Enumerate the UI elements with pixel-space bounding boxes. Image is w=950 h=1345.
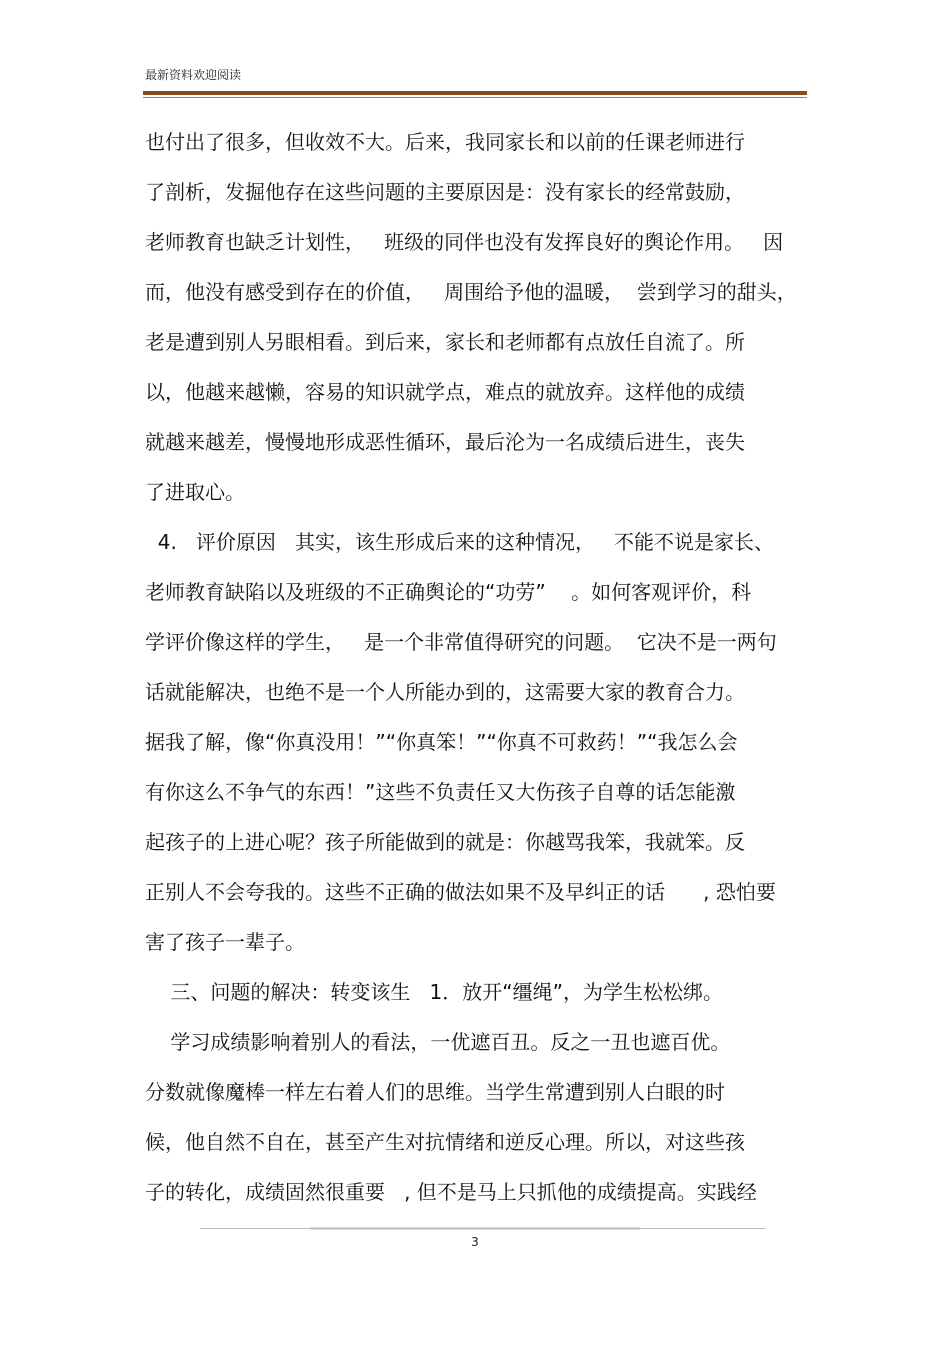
- page-header: 最新资料欢迎阅读: [145, 68, 242, 82]
- body-line: 候，他自然不自在，甚至产生对抗情绪和逆反心理。所以，对这些孩: [145, 1130, 745, 1154]
- header-rule-thin: [143, 97, 807, 98]
- body-line: 三、问题的解决：转变该生 1．放开“缰绳”，为学生松松绑。: [145, 980, 723, 1004]
- body-line: 学习成绩影响着别人的看法，一优遮百丑。反之一丑也遮百优。: [145, 1030, 731, 1054]
- body-line: 也付出了很多，但收效不大。后来，我同家长和以前的任课老师进行: [145, 130, 745, 154]
- body-line: 子的转化，成绩固然很重要 , 但不是马上只抓他的成绩提高。实践经: [145, 1180, 757, 1204]
- page-number: 3: [471, 1235, 479, 1249]
- body-line: 老师教育缺陷以及班级的不正确舆论的“功劳” 。如何客观评价，科: [145, 580, 752, 604]
- body-line: 老是遭到别人另眼相看。到后来，家长和老师都有点放任自流了。所: [145, 330, 745, 354]
- body-line: 起孩子的上进心呢？孩子所能做到的就是：你越骂我笨，我就笨。反: [145, 830, 745, 854]
- body-line: 有你这么不争气的东西！”这些不负责任又大伤孩子自尊的话怎能激: [145, 780, 736, 804]
- body-line: 而，他没有感受到存在的价值， 周围给予他的温暖， 尝到学习的甜头，: [145, 280, 797, 304]
- body-line: 分数就像魔棒一样左右着人们的思维。当学生常遭到别人白眼的时: [145, 1080, 725, 1104]
- body-line: 老师教育也缺乏计划性， 班级的同伴也没有发挥良好的舆论作用。 因: [145, 230, 784, 254]
- body-line: 了剖析，发掘他存在这些问题的主要原因是：没有家长的经常鼓励，: [145, 180, 745, 204]
- header-rule: [143, 91, 807, 95]
- body-line: 了进取心。: [145, 480, 245, 504]
- body-line: 学评价像这样的学生， 是一个非常值得研究的问题。 它决不是一两句: [145, 630, 777, 654]
- footer-rule: [200, 1228, 766, 1229]
- body-line: 就越来越差，慢慢地形成恶性循环，最后沦为一名成绩后进生，丧失: [145, 430, 745, 454]
- body-line: 据我了解，像“你真没用！”“你真笨！”“你真不可救药！”“我怎么会: [145, 730, 738, 754]
- body-line: 话就能解决，也绝不是一个人所能办到的，这需要大家的教育合力。: [145, 680, 745, 704]
- body-line: 4. 评价原因 其实，该生形成后来的这种情况， 不能不说是家长、: [145, 530, 775, 554]
- body-line: 正别人不会夸我的。这些不正确的做法如果不及早纠正的话 , 恐怕要: [145, 880, 776, 904]
- body-line: 害了孩子一辈子。: [145, 930, 305, 954]
- body-line: 以，他越来越懒，容易的知识就学点，难点的就放弃。这样他的成绩: [145, 380, 745, 404]
